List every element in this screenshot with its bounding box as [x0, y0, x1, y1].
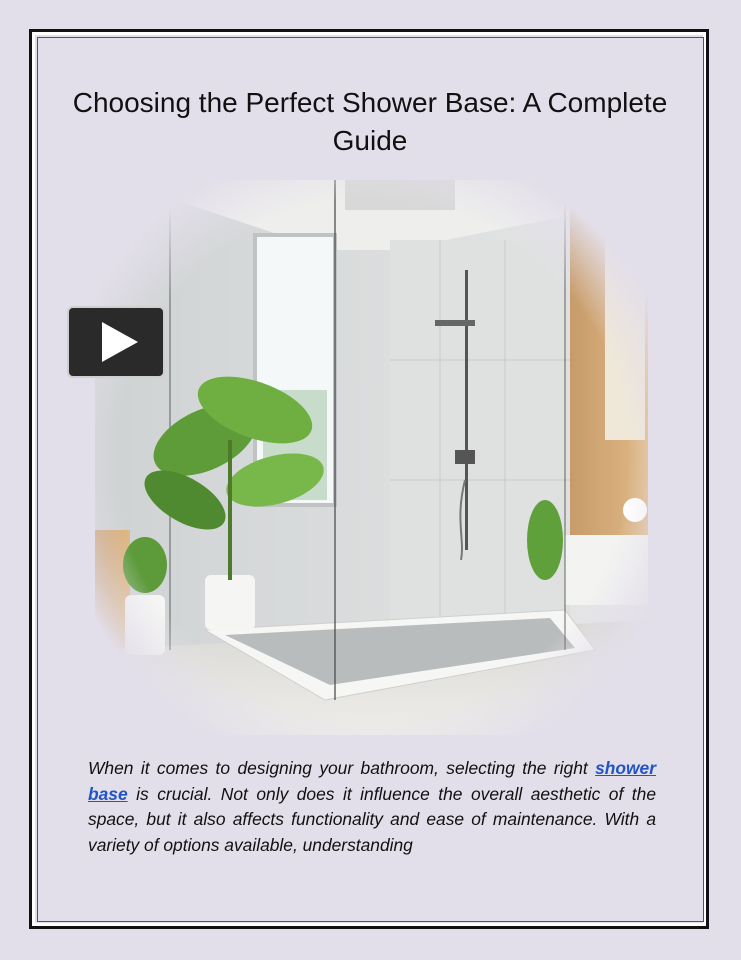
play-video-button[interactable]: [67, 306, 165, 378]
paragraph-text-before: When it comes to designing your bathroom, selecting the right: [88, 758, 596, 778]
paragraph-text-after: is crucial. Not only does it influence the overall aesthetic of the space, but it also affects functionality and ease of maintenance. With a variety of options available, understanding: [88, 783, 656, 855]
hero-image: [95, 180, 648, 735]
play-icon: [102, 322, 138, 362]
page-title: Choosing the Perfect Shower Base: A Complete Guide: [72, 87, 668, 156]
intro-paragraph: [88, 756, 656, 858]
shower-illustration: [95, 180, 648, 735]
shower-base-link[interactable]: shower base: [88, 758, 656, 804]
